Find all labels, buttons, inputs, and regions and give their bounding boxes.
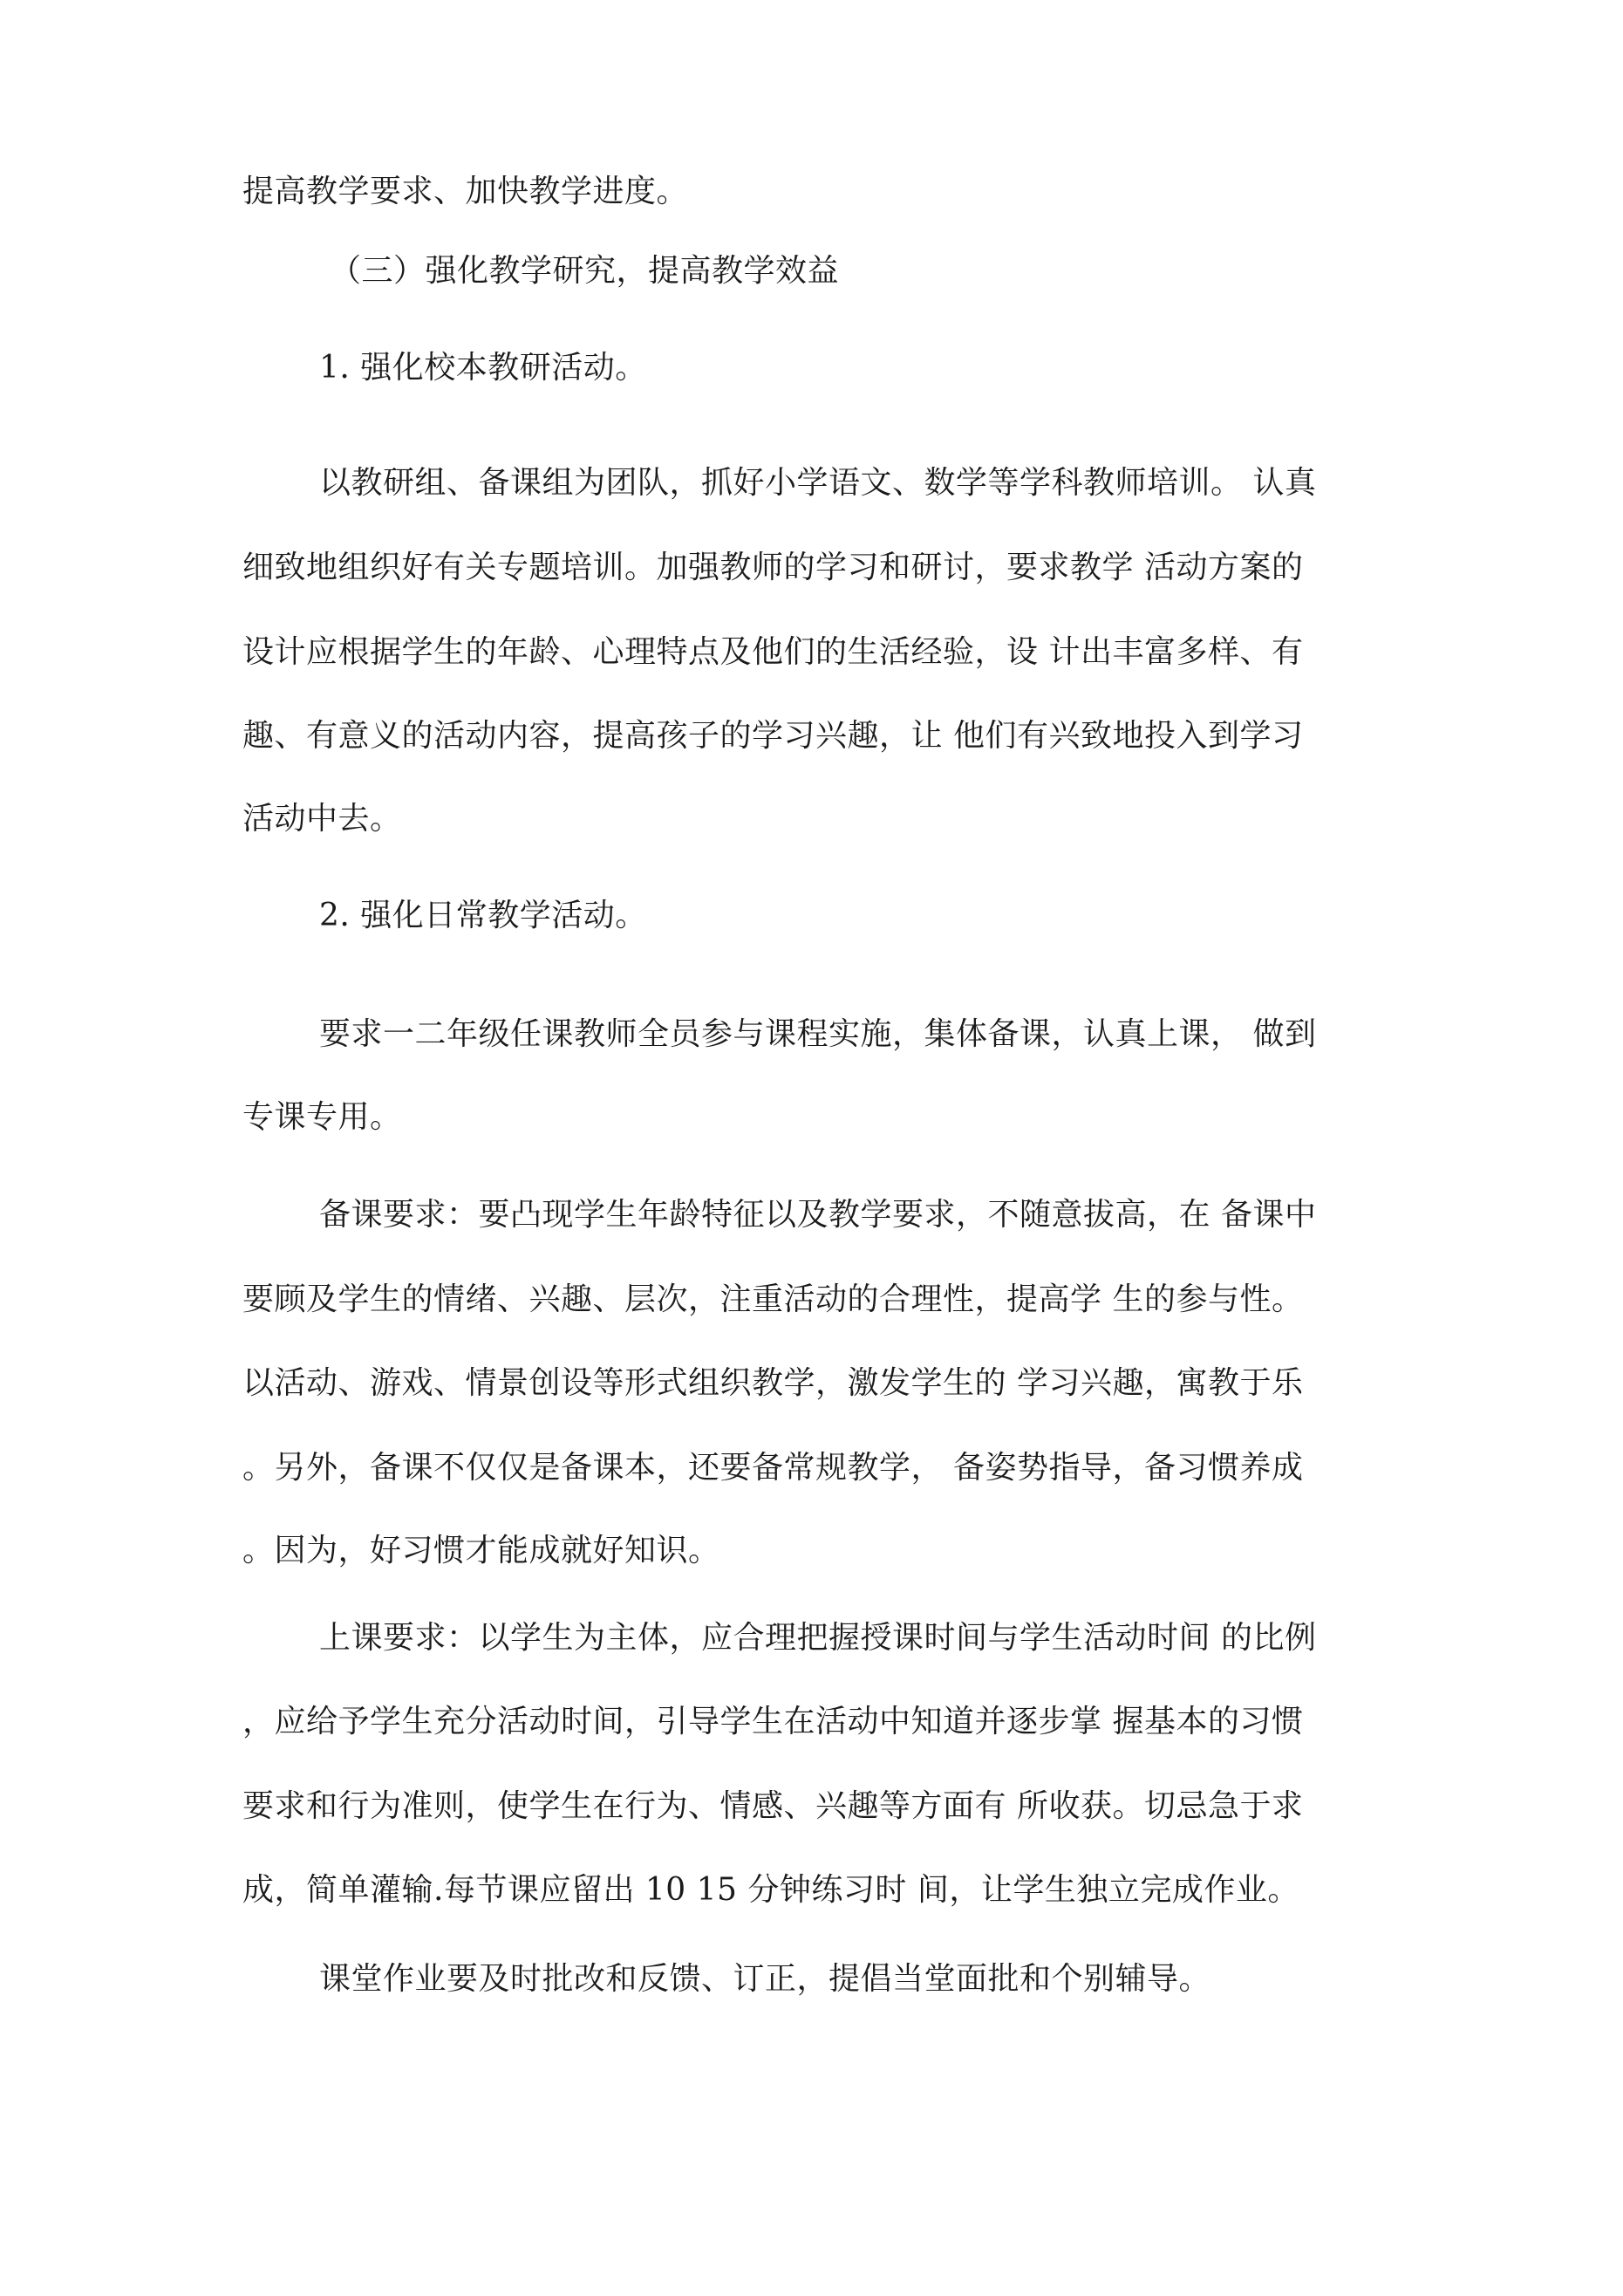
text-line: 以教研组、备课组为团队，抓好小学语文、数学等学科教师培训。 认真 — [319, 465, 1317, 501]
text-line: 备课要求：要凸现学生年龄特征以及教学要求，不随意拔高，在 备课中 — [319, 1197, 1317, 1233]
text-line: 要求一二年级任课教师全员参与课程实施，集体备课，认真上课， 做到 — [319, 1016, 1317, 1052]
text-line: 。因为，好习惯才能成就好知识。 — [242, 1533, 720, 1568]
text-line: ，应给予学生充分活动时间，引导学生在活动中知道并逐步掌 握基本的习惯 — [242, 1704, 1304, 1739]
text-line: 细致地组织好有关专题培训。加强教师的学习和研讨，要求教学 活动方案的 — [242, 550, 1304, 585]
subsection-heading: 2. 强化日常教学活动。 — [319, 898, 647, 933]
text-line: 成，简单灌输.每节课应留出 10 15 分钟练习时 间，让学生独立完成作业。 — [242, 1872, 1299, 1908]
text-line: 活动中去。 — [242, 801, 402, 837]
text-line: 专课专用。 — [242, 1099, 402, 1135]
text-line: 提高教学要求、加快教学进度。 — [242, 174, 689, 209]
section-heading: （三）强化教学研究，提高教学效益 — [330, 253, 840, 289]
text-line: 以活动、游戏、情景创设等形式组织教学，激发学生的 学习兴趣，寓教于乐 — [242, 1365, 1304, 1401]
text-line: 课堂作业要及时批改和反馈、订正，提倡当堂面批和个别辅导。 — [319, 1961, 1211, 1997]
text-line: 要求和行为准则，使学生在行为、情感、兴趣等方面有 所收获。切忌急于求 — [242, 1788, 1304, 1824]
text-line: 设计应根据学生的年龄、心理特点及他们的生活经验，设 计出丰富多样、有 — [242, 634, 1304, 670]
text-line: 要顾及学生的情绪、兴趣、层次，注重活动的合理性，提高学 生的参与性。 — [242, 1281, 1304, 1317]
text-line: 趣、有意义的活动内容，提高孩子的学习兴趣，让 他们有兴致地投入到学习 — [242, 718, 1304, 754]
text-line: 上课要求：以学生为主体，应合理把握授课时间与学生活动时间 的比例 — [319, 1620, 1317, 1656]
text-line: 。另外，备课不仅仅是备课本，还要备常规教学， 备姿势指导，备习惯养成 — [242, 1450, 1304, 1486]
subsection-heading: 1. 强化校本教研活动。 — [319, 350, 647, 386]
